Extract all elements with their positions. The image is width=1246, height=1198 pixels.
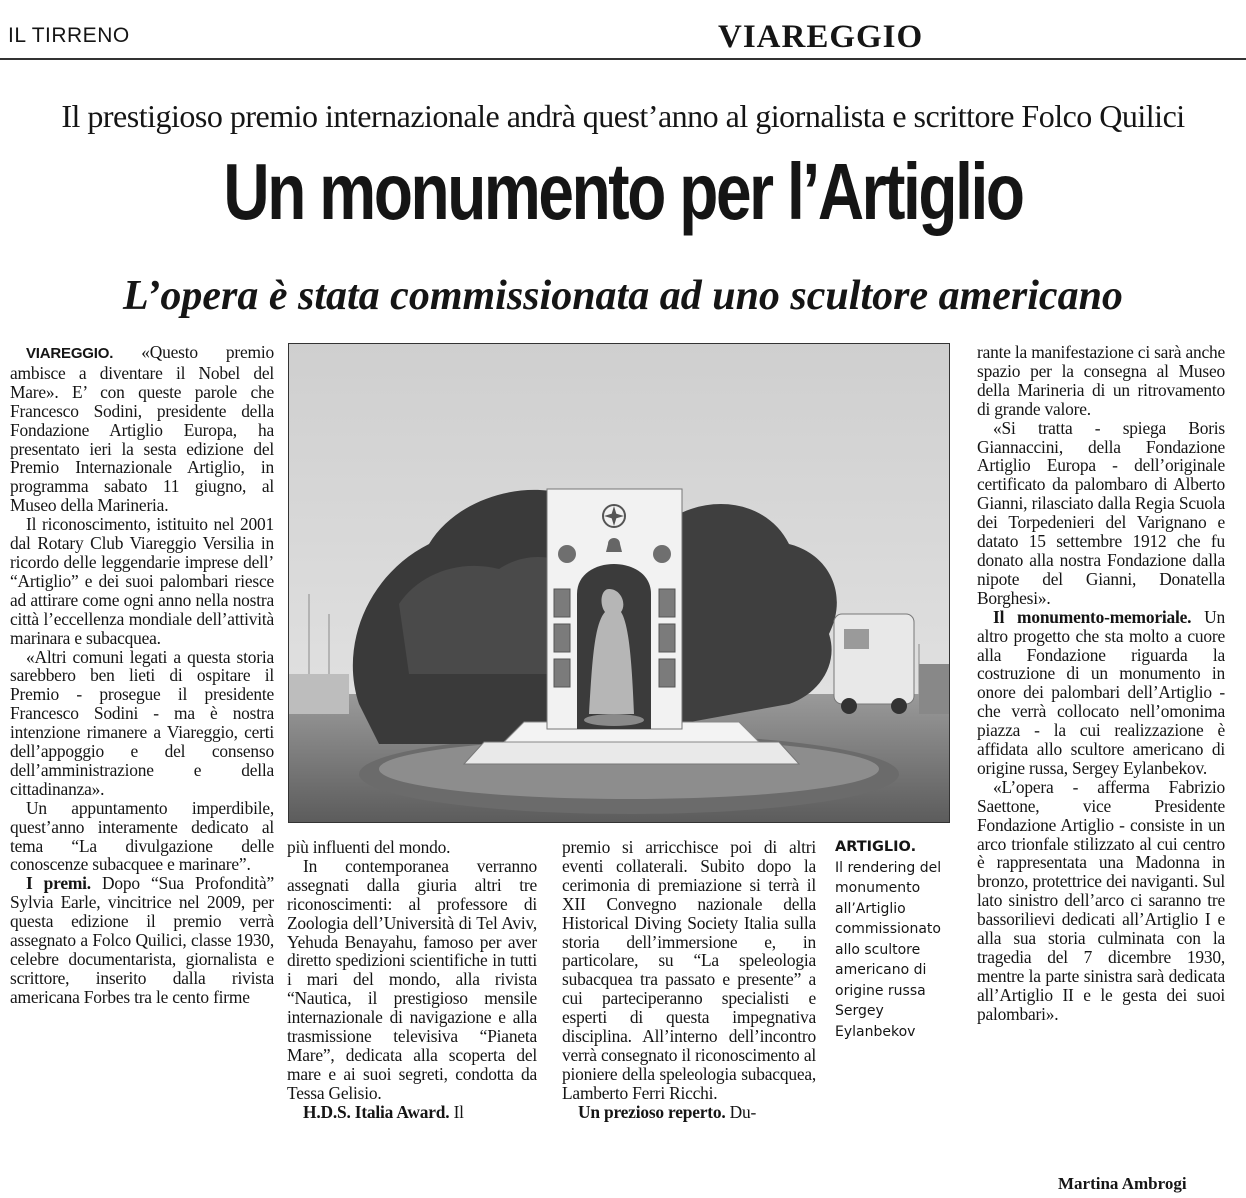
article-subhead: L’opera è stata commissionata ad uno scultore americano	[123, 273, 1123, 319]
newspaper-name: IL TIRRENO	[8, 24, 130, 47]
article-kicker: Il prestigioso premio internazionale andrà quest’anno al giornalista e scrittore Folco Quilici	[61, 98, 1185, 134]
paragraph-text: Du-	[729, 1101, 757, 1122]
column-3	[562, 838, 816, 1122]
article-headline: Un monumento per l’Artiglio	[223, 147, 1023, 236]
paragraph: Un appuntamento imperdibile, quest’anno interamente dedicato al tema “La divulgazione delle conoscenze subacquee e marinare”.	[10, 797, 274, 875]
author-signature: Martina Ambrogi	[1058, 1174, 1187, 1193]
paragraph: «L’opera - afferma Fabrizio Saettone, vice Presidente Fondazione Artiglio - consiste in un arco trionfale stilizzato al cui centro è rappresentata una Madonna in bronzo, protettrice dei naviganti. Sul lato sinistro dell’arco ci saranno tre bassorilievi dedicati all’Artiglio I e alla sua storia culminata con la tragedia del 7 dicembre 1930, mentre la parte sinistra sarà dedicata all’Artiglio II e le gesta dei suoi palombari».	[977, 776, 1225, 1024]
header-rule	[0, 58, 1246, 60]
paragraph: Il riconoscimento, istituito nel 2001 dal Rotary Club Viareggio Versilia in ricordo delle leggendarie imprese dell’ “Artiglio” e dei suoi palombari riesce ad attirare come ogni anno nella nostra città l’eccellenza mondiale dell’attività marinara e subacquea.	[10, 514, 274, 648]
paragraph: In contemporanea verranno assegnati dalla giuria altri tre riconoscimenti: al professore di Zoologia dell’Università di Tel Aviv, Yehuda Benayahu, famoso per aver diretto spedizioni scientifiche in tutti i mari del mondo, alla rivista “Nautica, il prestigioso mensile internazionale di navigazione e alla trasmissione televisiva “Pianeta Mare”, dedicata alla scoperta del mare e ai suoi segreti, condotta da Tessa Gelisio.	[287, 855, 537, 1103]
medallion	[558, 545, 576, 563]
section-title: VIAREGGIO	[718, 19, 924, 55]
paragraph-text: «Questo premio ambisce a diventare il Nobel del Mare». E’ con queste parole che Francesco Sodini, presidente della Fondazione Artiglio Europa, ha presentato ieri la sesta edizione del Premio Internazionale Artiglio, in programma sabato 11 giugno, al Museo della Marineria.	[10, 342, 274, 516]
photo-caption	[835, 837, 960, 1042]
camper-van	[834, 614, 914, 704]
section-subtitle: I premi.	[26, 873, 91, 894]
section-subtitle: Il monumento-memoriale.	[993, 606, 1192, 627]
section-subtitle: Un prezioso reperto.	[578, 1101, 726, 1122]
section-subtitle: H.D.S. Italia Award.	[303, 1101, 450, 1122]
column-4	[977, 343, 1225, 1024]
monument-photo	[288, 343, 950, 823]
paragraph: più influenti del mondo.	[287, 837, 451, 857]
paragraph	[977, 608, 1225, 778]
car	[919, 664, 949, 714]
paragraph: «Si tratta - spiega Boris Giannaccini, della Fondazione Artiglio Europa - dell’originale certificato da palombaro di Alberto Gianni, rilasciato dalla Regia Scuola dei Torpedenieri del Varignano e datato 15 settembre 1912 che fu donato alla nostra Fondazione dalla nipote del Gianni, Donatella Borghesi».	[977, 417, 1225, 608]
paragraph-text: Il	[453, 1101, 464, 1122]
paragraph	[10, 343, 274, 515]
paragraph	[287, 1103, 537, 1122]
paragraph	[10, 874, 274, 1006]
paragraph: premio si arricchisce poi di altri eventi collaterali. Subito dopo la cerimonia di premiazione si terrà il XII Convegno nazionale della Historical Diving Society Italia sulla storia dell’immersione e, in particolare, su “La speleologia subacquea tra passato e presente” a cui parteciperanno specialisti e esperti di questa impegnativa disciplina. All’interno dell’incontro verrà consegnato il riconoscimento al pioniere della speleologia subacquea, Lamberto Ferri Ricchi.	[562, 837, 816, 1103]
paragraph-text: Dopo “Sua Profondità” Sylvia Earle, vincitrice nel 2009, per questa edizione il premio verrà assegnato a Folco Quilici, classe 1930, celebre documentarista, giornalista e scrittore, inserito dalla rivista americana Forbes tra le cento firme	[10, 873, 274, 1007]
monument-base	[464, 742, 799, 764]
column-1	[10, 343, 274, 1007]
paragraph: «Altri comuni legati a questa storia sarebbero ben lieti di ospitare il Premio - prosegue il presidente Francesco Sodini - ma è nostra intenzione rimanere a Viareggio, certi dell’appoggio e del consenso dell’amministrazione e della cittadinanza».	[10, 646, 274, 799]
caption-text: Il rendering del monumento all’Artiglio commissionato allo scultore americano di origine russa Sergey Eylanbekov	[835, 859, 942, 1040]
caption-title: ARTIGLIO.	[835, 839, 917, 855]
paragraph: rante la manifestazione ci sarà anche spazio per la consegna al Museo della Marineria di un ritrovamento di grande valore.	[977, 342, 1225, 419]
paragraph-text: Un altro progetto che sta molto a cuore alla Fondazione riguarda la costruzione di un monumento in onore dei palombari dell’Artiglio - che verrà collocato nell’omonima piazza - la cui realizzazione è affidata allo scultore americano di origine russa, Sergey Eylanbekov.	[977, 606, 1225, 778]
parked-car	[289, 674, 349, 714]
dateline: VIAREGGIO.	[26, 345, 114, 362]
paragraph	[562, 1103, 816, 1122]
column-2	[287, 838, 537, 1122]
medallion	[653, 545, 671, 563]
monument-rendering-image	[289, 344, 949, 822]
